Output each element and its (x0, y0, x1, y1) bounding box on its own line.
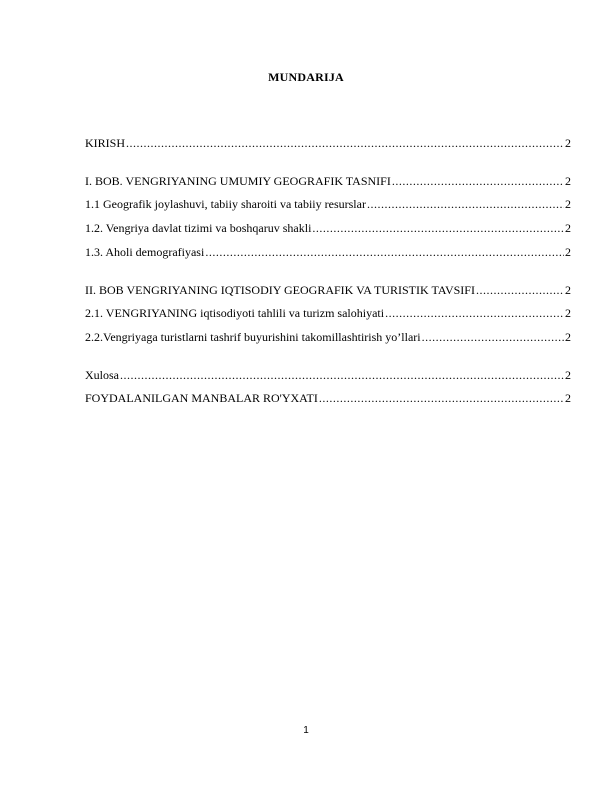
toc-entry-1-2[interactable] (85, 220, 571, 236)
toc-entry-label: FOYDALANILGAN MANBALAR RO'YXATI (85, 391, 318, 405)
dot-leader (126, 135, 564, 151)
toc-entry-page: 2 (565, 391, 571, 405)
toc-entry-page: 2 (565, 245, 571, 259)
toc-entry-page: 2 (565, 197, 571, 211)
toc-entry-1-3[interactable] (85, 244, 571, 260)
toc-entry-page: 2 (565, 283, 571, 297)
toc-entry-label: I. BOB. VENGRIYANING UMUMIY GEOGRAFIK TASNIFI (85, 174, 391, 188)
page-number: 1 (303, 725, 309, 736)
dot-leader (312, 220, 564, 236)
dot-leader (319, 390, 564, 406)
page-title: MUNDARIJA (268, 70, 344, 84)
dot-leader (367, 196, 564, 212)
toc-entry-xulosa[interactable] (85, 367, 571, 383)
toc-entry-label: 1.2. Vengriya davlat tizimi va boshqaruv shakli (85, 221, 312, 235)
toc-entry-chapter-1[interactable] (85, 173, 571, 189)
toc-entry-label: 2.2.Vengriyaga turistlarni tashrif buyurishini takomillashtirish yo’llari (85, 330, 421, 344)
toc-entry-kirish[interactable] (85, 135, 571, 151)
toc-entry-label: II. BOB VENGRIYANING IQTISODIY GEOGRAFIK VA TURISTIK TAVSIFI (85, 283, 475, 297)
toc-entry-references[interactable] (85, 390, 571, 406)
toc-entry-page: 2 (565, 368, 571, 382)
dot-leader (120, 367, 564, 383)
dot-leader (205, 244, 564, 260)
dot-leader (476, 282, 564, 298)
toc-entry-label: 1.3. Aholi demografiyasi (85, 245, 205, 259)
toc-entry-label: KIRISH (85, 136, 126, 150)
toc-entry-page: 2 (565, 174, 571, 188)
toc-entry-chapter-2[interactable] (85, 282, 571, 298)
toc-entry-page: 2 (565, 306, 571, 320)
dot-leader (385, 305, 564, 321)
toc-entry-2-2[interactable] (85, 329, 571, 345)
dot-leader (392, 173, 564, 189)
dot-leader (422, 329, 564, 345)
toc-entry-label: 1.1 Geografik joylashuvi, tabiiy sharoiti va tabiiy resurslar (85, 197, 366, 211)
toc-entry-label: 2.1. VENGRIYANING iqtisodiyoti tahlili va turizm salohiyati (85, 306, 385, 320)
toc-entry-page: 2 (565, 221, 571, 235)
toc-entry-1-1[interactable] (85, 196, 571, 212)
toc-entry-page: 2 (565, 330, 571, 344)
toc-entry-2-1[interactable] (85, 305, 571, 321)
toc-entry-label: Xulosa (85, 368, 119, 382)
toc-entry-page: 2 (565, 136, 571, 150)
